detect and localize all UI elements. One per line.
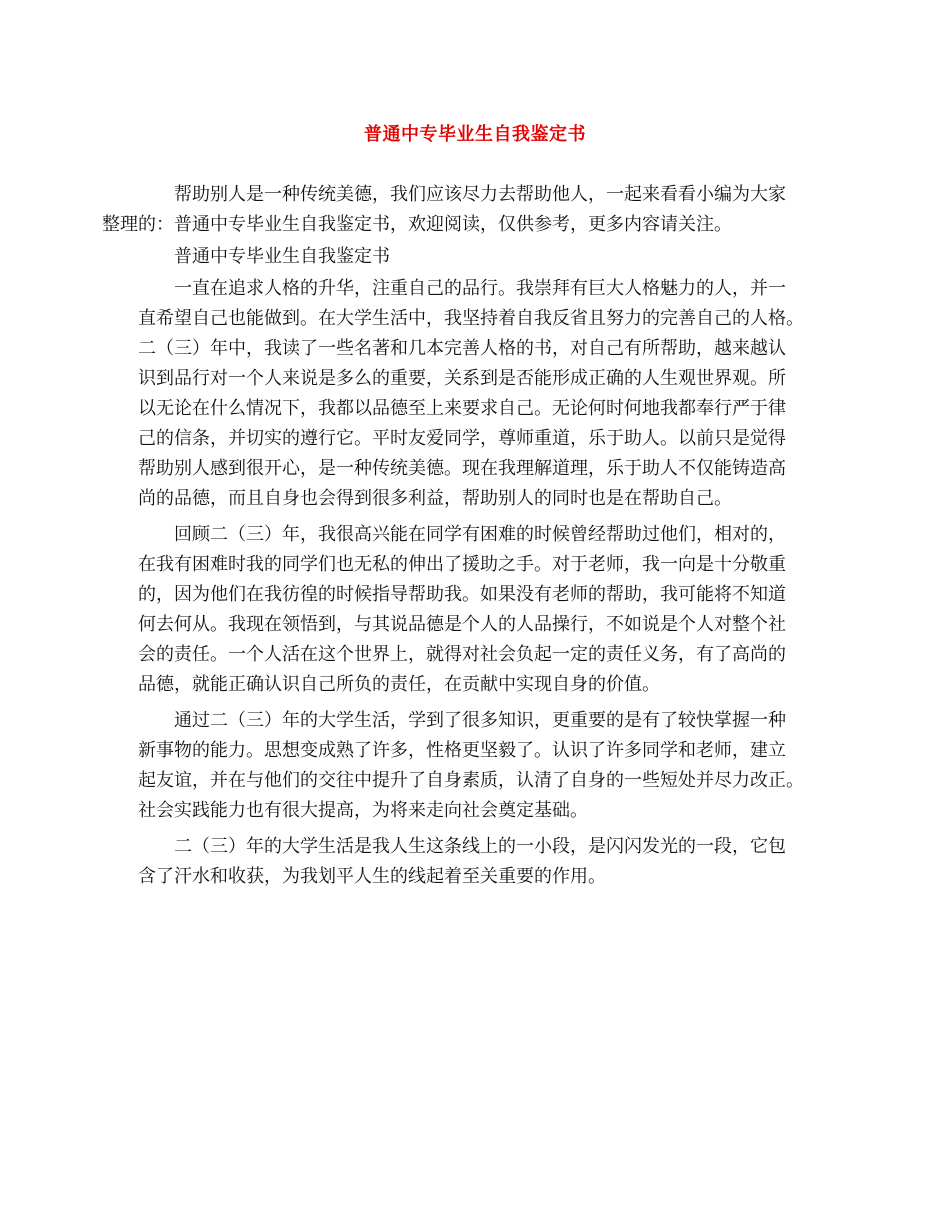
p4-line-2: 含了汗水和收获，为我划平人生的线起着至关重要的作用。: [138, 866, 606, 887]
p2-line-6: 品德，就能正确认识自己所负的责任，在贡献中实现自身的价值。: [138, 674, 660, 695]
document-body: [102, 180, 814, 892]
body-paragraph-3: [138, 706, 814, 826]
p1-line-7: 帮助别人感到很开心，是一种传统美德。现在我理解道理，乐于助人不仅能铸造高: [138, 458, 786, 479]
p2-line-5: 会的责任。一个人活在这个世界上，就得对社会负起一定的责任义务，有了高尚的: [138, 644, 786, 665]
p1-line-2: 直希望自己也能做到。在大学生活中，我坚持着自我反省且努力的完善自己的人格。: [138, 308, 804, 329]
p3-line-2: 新事物的能力。思想变成熟了许多，性格更坚毅了。认识了许多同学和老师，建立: [138, 740, 786, 761]
intro-paragraph: [102, 180, 814, 240]
p1-line-4: 识到品行对一个人来说是多么的重要，关系到是否能形成正确的人生观世界观。所: [138, 368, 786, 389]
p1-line-8: 尚的品德，而且自身也会得到很多利益，帮助别人的同时也是在帮助自己。: [138, 488, 732, 509]
p1-line-1: 一直在追求人格的升华，注重自己的品行。我崇拜有巨大人格魅力的人，并一: [174, 278, 786, 299]
p3-line-1: 通过二（三）年的大学生活，学到了很多知识，更重要的是有了较快掌握一种: [174, 710, 786, 731]
body-paragraph-4: [138, 832, 814, 892]
body-paragraph-1: [138, 274, 814, 514]
p1-line-6: 己的信条，并切实的遵行它。平时友爱同学，尊师重道，乐于助人。以前只是觉得: [138, 428, 786, 449]
body-paragraph-2: [138, 520, 814, 700]
intro-line-2: 整理的：普通中专毕业生自我鉴定书，欢迎阅读，仅供参考，更多内容请关注。: [102, 214, 732, 235]
intro-line-1: 帮助别人是一种传统美德，我们应该尽力去帮助他人，一起来看看小编为大家: [174, 184, 786, 205]
p4-line-1: 二（三）年的大学生活是我人生这条线上的一小段，是闪闪发光的一段，它包: [174, 836, 786, 857]
p2-line-1: 回顾二（三）年，我很高兴能在同学有困难的时候曾经帮助过他们，相对的，: [174, 524, 786, 545]
p2-line-2: 在我有困难时我的同学们也无私的伸出了援助之手。对于老师，我一向是十分敬重: [138, 554, 786, 575]
p3-line-3: 起友谊，并在与他们的交往中提升了自身素质，认清了自身的一些短处并尽力改正。: [138, 770, 804, 791]
p3-line-4: 社会实践能力也有很大提高，为将来走向社会奠定基础。: [138, 800, 588, 821]
p2-line-4: 何去何从。我现在领悟到，与其说品德是个人的人品操行，不如说是个人对整个社: [138, 614, 786, 635]
p1-line-5: 以无论在什么情况下，我都以品德至上来要求自己。无论何时何地我都奉行严于律: [138, 398, 786, 419]
subtitle: 普通中专毕业生自我鉴定书: [174, 246, 390, 267]
document-title: 普通中专毕业生自我鉴定书: [364, 124, 586, 145]
p1-line-3: 二（三）年中，我读了一些名著和几本完善人格的书，对自己有所帮助，越来越认: [138, 338, 786, 359]
p2-line-3: 的，因为他们在我彷徨的时候指导帮助我。如果没有老师的帮助，我可能将不知道: [138, 584, 786, 605]
